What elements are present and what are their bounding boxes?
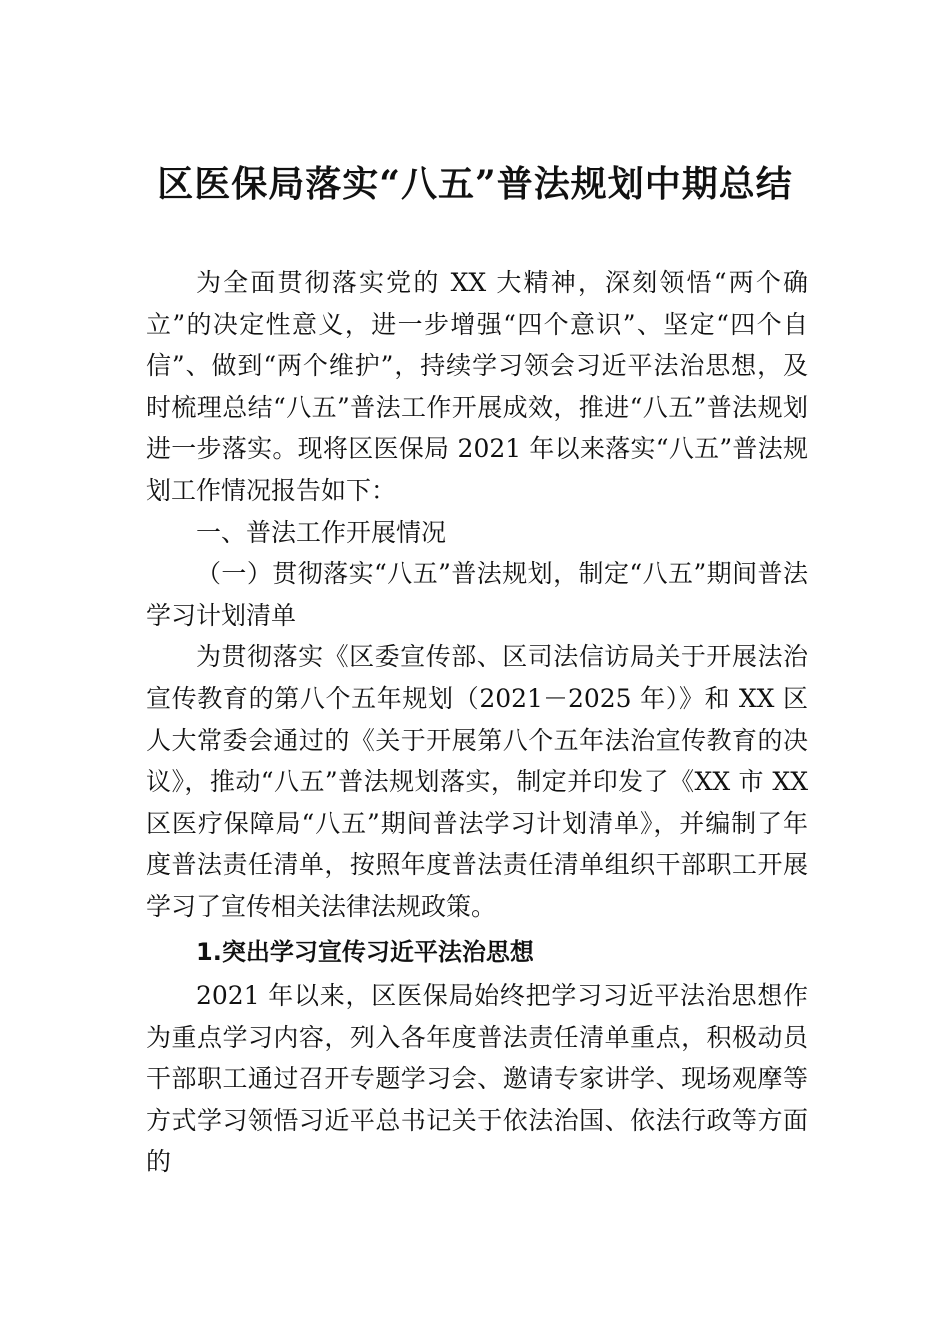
bold-subtitle-1: 1.突出学习宣传习近平法治思想 — [196, 937, 534, 966]
body-paragraph: 2021 年以来，区医保局始终把学习习近平法治思想作为重点学习内容，列入各年度普法责任清单重点，积极动员干部职工通过召开专题学习会、邀请专家讲学、现场观摩等方式学习领悟习近平总书记关于依法治国、依法行政等方面的 — [146, 981, 808, 1177]
intro-paragraph: 为全面贯彻落实党的 XX 大精神，深刻领悟“两个确立”的决定性意义，进一步增强“四个意识”、坚定“四个自信”、做到“两个维护”，持续学习领会习近平法治思想，及时梳理总结“八五”普法工作开展成效，推进“八五”普法规划进一步落实。现将区医保局 2021 年以来落实“八五”普法规划工作情况报告如下： — [146, 268, 808, 505]
subsection-heading-1: （一）贯彻落实“八五”普法规划，制定“八五”期间普法学习计划清单 — [146, 559, 808, 630]
section-heading-1: 一、普法工作开展情况 — [196, 517, 447, 547]
body-paragraph: 为贯彻落实《区委宣传部、区司法信访局关于开展法治宣传教育的第八个五年规划（2021－2025 年）》和 XX 区人大常委会通过的《关于开展第八个五年法治宣传教育的决议》，推动“八五”普法规划落实，制定并印发了《XX 市 XX 区医疗保障局“八五”期间普法学习计划清单》，并编制了年度普法责任清单，按照年度普法责任清单组织干部职工开展学习了宣传相关法律法规政策。 — [146, 642, 808, 921]
document-body — [146, 262, 808, 1183]
document-title: 区医保局落实“八五”普法规划中期总结 — [157, 163, 793, 205]
